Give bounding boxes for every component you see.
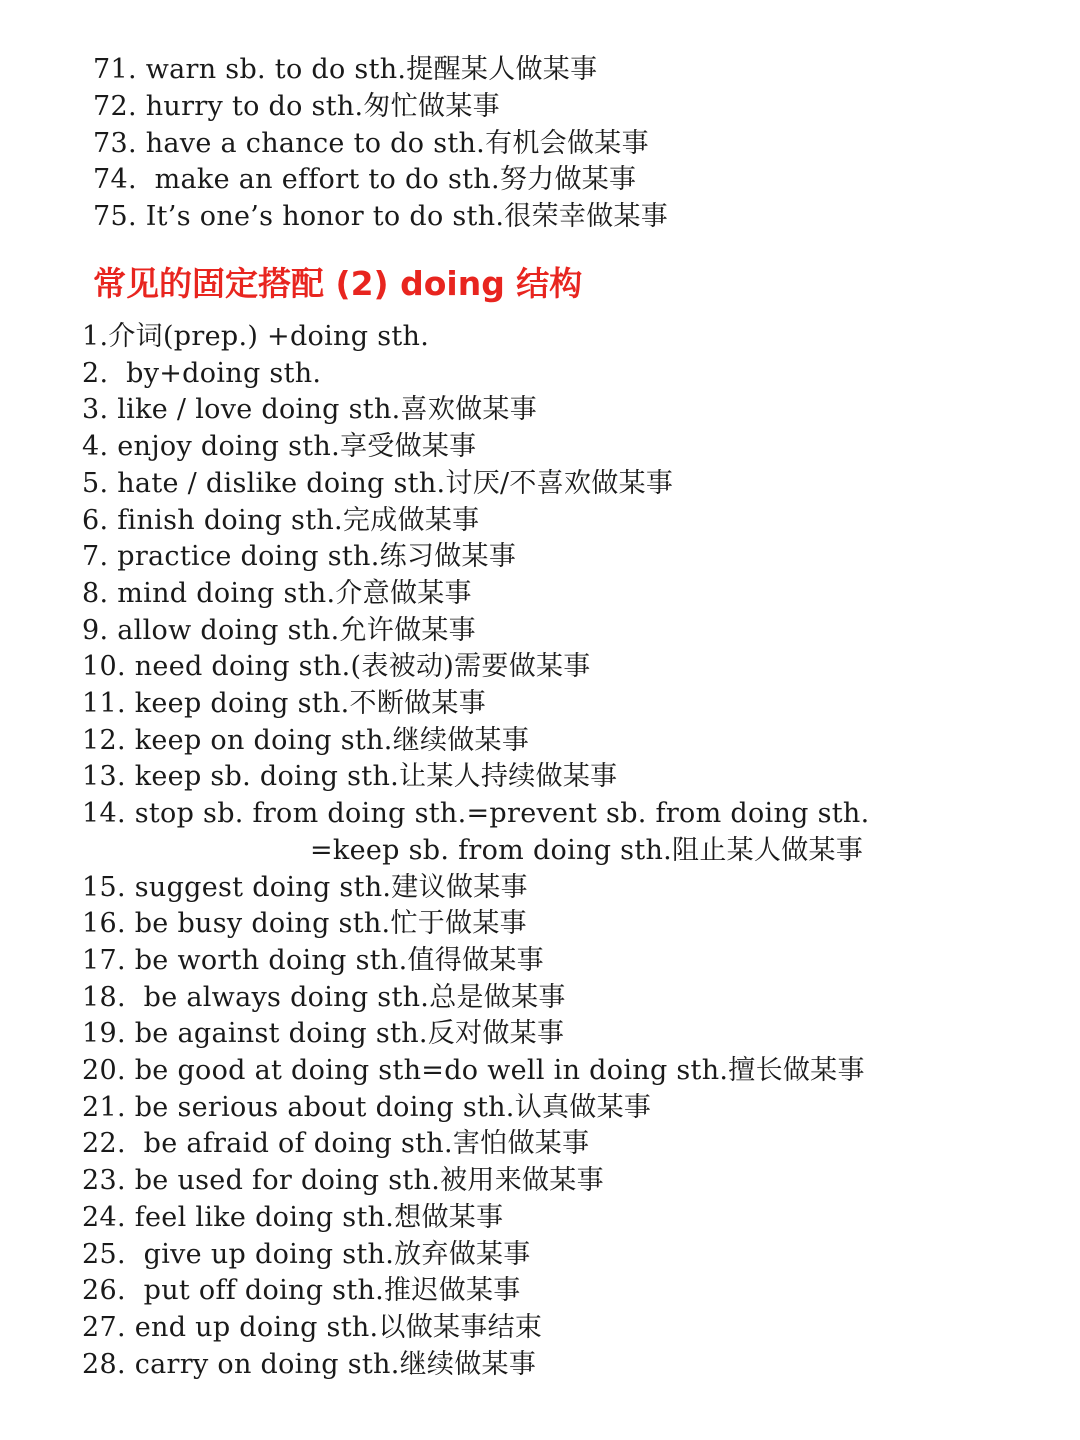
list-item: 71. warn sb. to do sth.提醒某人做某事 <box>93 54 598 85</box>
list-item: 28. carry on doing sth.继续做某事 <box>82 1348 537 1380</box>
list-item: 20. be good at doing sth=do well in doing sth.擅长做某事 <box>82 1055 865 1087</box>
list-item: 22. be afraid of doing sth.害怕做某事 <box>82 1128 590 1160</box>
list-item: 21. be serious about doing sth.认真做某事 <box>82 1091 652 1123</box>
list-item: 1.介词(prep.) +doing sth. <box>82 321 430 352</box>
list-item: 3. like / love doing sth.喜欢做某事 <box>82 394 538 426</box>
list-item: 9. allow doing sth.允许做某事 <box>82 614 476 646</box>
list-item: 18. be always doing sth.总是做某事 <box>82 981 566 1013</box>
list-item: 4. enjoy doing sth.享受做某事 <box>82 431 477 463</box>
list-item: 10. need doing sth.(表被动)需要做某事 <box>82 651 591 683</box>
list-item: 14. stop sb. from doing sth.=prevent sb. from doing sth. <box>82 798 870 830</box>
list-item: 72. hurry to do sth.匆忙做某事 <box>93 90 500 122</box>
list-item: 75. It’s one’s honor to do sth.很荣幸做某事 <box>93 201 669 233</box>
section-heading: 常见的固定搭配 (2) doing 结构 <box>93 264 583 303</box>
list-item: 2. by+doing sth. <box>82 357 322 389</box>
phrase-list-continued <box>93 52 668 236</box>
list-item: 7. practice doing sth.练习做某事 <box>82 541 517 573</box>
list-item: 27. end up doing sth.以做某事结束 <box>82 1311 543 1343</box>
list-item: 6. finish doing sth.完成做某事 <box>82 504 480 536</box>
list-item: 11. keep doing sth.不断做某事 <box>82 688 487 720</box>
list-item-continuation: =keep sb. from doing sth.阻止某人做某事 <box>310 834 864 866</box>
list-item: 16. be busy doing sth.忙于做某事 <box>82 908 527 940</box>
list-item: 19. be against doing sth.反对做某事 <box>82 1018 565 1050</box>
list-item: 13. keep sb. doing sth.让某人持续做某事 <box>82 761 618 793</box>
list-item: 5. hate / dislike doing sth.讨厌/不喜欢做某事 <box>82 467 674 499</box>
list-item: 25. give up doing sth.放弃做某事 <box>82 1238 531 1270</box>
doing-structure-list <box>82 319 870 1383</box>
list-item: 24. feel like doing sth.想做某事 <box>82 1201 504 1233</box>
list-item: 12. keep on doing sth.继续做某事 <box>82 724 530 756</box>
list-item: 74. make an effort to do sth.努力做某事 <box>93 164 637 196</box>
list-item: 26. put off doing sth.推迟做某事 <box>82 1275 521 1307</box>
list-item: 23. be used for doing sth.被用来做某事 <box>82 1165 604 1197</box>
list-item: 8. mind doing sth.介意做某事 <box>82 577 472 609</box>
list-item: 17. be worth doing sth.值得做某事 <box>82 944 544 976</box>
list-item: 15. suggest doing sth.建议做某事 <box>82 871 528 903</box>
list-item: 73. have a chance to do sth.有机会做某事 <box>93 127 649 159</box>
